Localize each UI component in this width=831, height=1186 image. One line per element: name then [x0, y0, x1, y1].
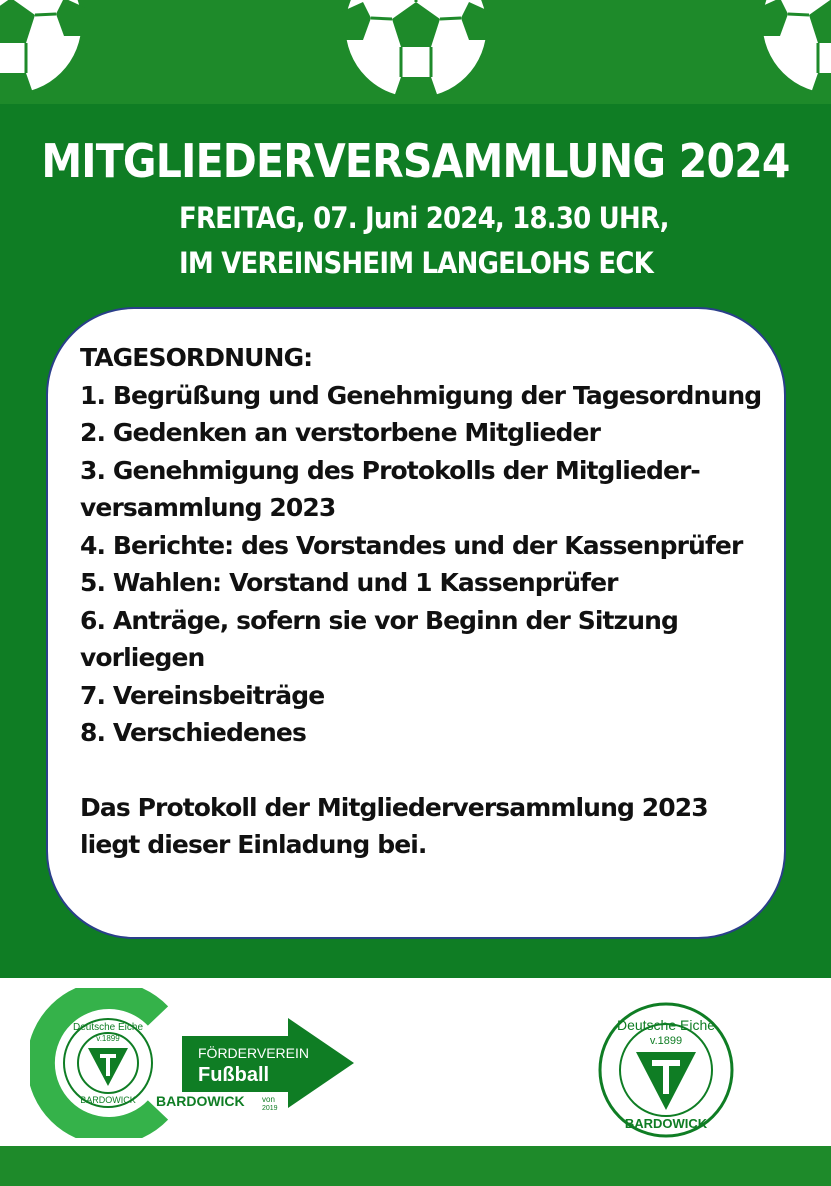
agenda-item: 6. Anträge, sofern sie vor Beginn der Sitzung vorliegen [80, 605, 679, 672]
logo-since: von [262, 1095, 275, 1104]
agenda-card [46, 307, 786, 939]
agenda-text [80, 339, 770, 864]
seal-town-text: BARDOWICK [80, 1095, 136, 1105]
seal-name-text: Deutsche Eiche [72, 1022, 144, 1033]
agenda-item: 1. Begrüßung und Genehmigung der Tagesordnung [80, 380, 762, 410]
top-band-soccer-balls [0, 0, 831, 104]
footer [0, 978, 831, 1146]
agenda-heading: TAGESORDNUNG: [80, 343, 313, 372]
seal-name-text: Deutsche Eiche [616, 1017, 716, 1033]
agenda-note: Das Protokoll der Mitgliederversammlung 2023 liegt dieser Einladung bei. [80, 792, 708, 859]
date-line: FREITAG, 07. Juni 2024, 18.30 UHR, [179, 202, 669, 236]
logo-since-year: 2019 [262, 1105, 278, 1112]
agenda-item: 2. Gedenken an verstorbene Mitglieder [80, 418, 600, 447]
club-seal [596, 1000, 736, 1140]
foerderverein-logo [30, 988, 370, 1138]
soccer-ball-icon [341, 0, 491, 102]
agenda-spacer [80, 752, 770, 789]
seal-founded-text: v.1899 [96, 1034, 120, 1043]
main-green-panel [0, 104, 831, 978]
logo-line3: BARDOWICK [156, 1093, 245, 1109]
logo-line1: FÖRDERVEREIN [198, 1045, 309, 1061]
logo-line2: Fußball [198, 1064, 270, 1086]
seal-town-text: BARDOWICK [624, 1116, 708, 1131]
poster-title: MITGLIEDERVERSAMMLUNG 2024 [41, 134, 790, 189]
agenda-item: 7. Vereinsbeiträge [80, 680, 325, 710]
soccer-ball-icon [758, 0, 831, 98]
agenda-item: 8. Verschiedenes [80, 718, 306, 747]
seal-founded-text: v.1899 [649, 1035, 683, 1047]
location-line: IM VEREINSHEIM LANGELOHS ECK [179, 247, 653, 281]
agenda-item: 4. Berichte: des Vorstandes und der Kassenprüfer [80, 530, 743, 560]
agenda-item: 5. Wahlen: Vorstand und 1 Kassenprüfer [80, 568, 618, 597]
soccer-ball-icon [0, 0, 86, 98]
agenda-item: 3. Genehmigung des Protokolls der Mitglieder-versammlung 2023 [80, 455, 700, 522]
bottom-band [0, 1146, 831, 1186]
